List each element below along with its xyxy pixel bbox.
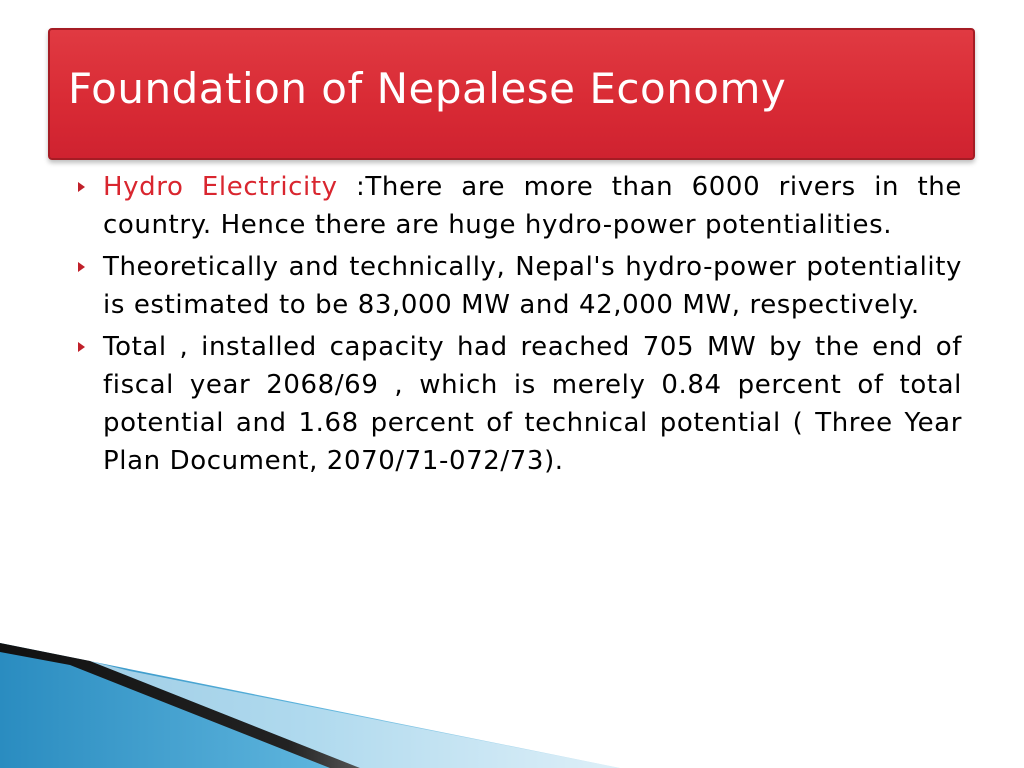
triangle-bullet-icon (78, 262, 85, 272)
bullet-item-installed-capacity (78, 328, 962, 480)
bullet-text: Theoretically and technically, Nepal's hydro-power potentiality is estimated to be 83,000 MW and 42,000 MW, respectively. (103, 252, 962, 320)
slide-title: Foundation of Nepalese Economy (68, 64, 787, 113)
bullet-text: Total , installed capacity had reached 705 MW by the end of fiscal year 2068/69 , which is merely 0.84 percent of total potential and 1.68 percent of technical potential ( Three Year Plan Document, 2070/71-072/73). (103, 332, 962, 476)
decorative-swoosh (0, 643, 620, 768)
title-box (48, 28, 975, 160)
bullet-text: :There are more than 6000 rivers in the country. Hence there are huge hydro-power potentialities. (103, 172, 962, 240)
triangle-bullet-icon (78, 342, 85, 352)
bullet-highlight: Hydro Electricity (103, 172, 338, 202)
bullet-item-hydro-electricity (78, 168, 962, 244)
triangle-bullet-icon (78, 182, 85, 192)
bullet-item-potentiality (78, 248, 962, 324)
bullet-list (78, 168, 962, 484)
